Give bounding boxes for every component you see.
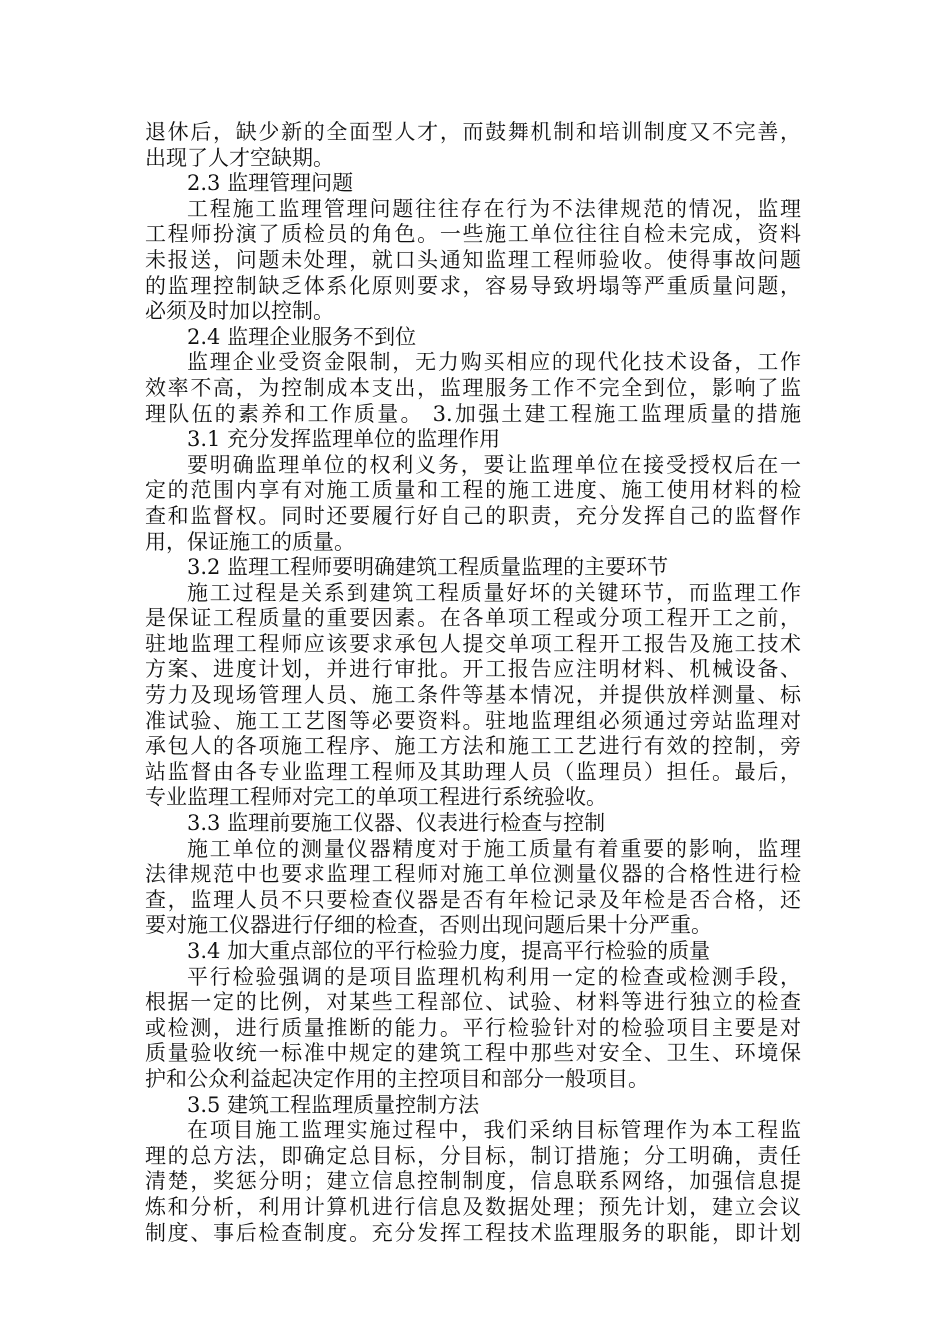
text-line: 承包人的各项施工程序、施工方法和施工工艺进行有效的控制，旁 — [145, 734, 801, 759]
text-line: 法律规范中也要求监理工程师对施工单位测量仪器的合格性进行检 — [145, 862, 801, 887]
text-line: 炼和分析，利用计算机进行信息及数据处理；预先计划，建立会议 — [145, 1194, 801, 1219]
text-line: 未报送，问题未处理，就口头通知监理工程师验收。使得事故问题 — [145, 247, 801, 272]
text-line: 施工过程是关系到建筑工程质量好坏的关键环节，而监理工作 — [187, 580, 801, 605]
text-line: 在项目施工监理实施过程中，我们采纳目标管理作为本工程监 — [187, 1118, 801, 1143]
text-line: 查和监督权。同时还要履行好自己的职责，充分发挥自己的监督作 — [145, 503, 801, 528]
section-heading: 3.2 监理工程师要明确建筑工程质量监理的主要环节 — [187, 555, 669, 580]
text-line: 必须及时加以控制。 — [145, 299, 334, 324]
text-line: 站监督由各专业监理工程师及其助理人员（监理员）担任。最后， — [145, 759, 801, 784]
text-line: 监理企业受资金限制，无力购买相应的现代化技术设备，工作 — [187, 350, 801, 375]
text-line: 理的总方法，即确定总目标，分目标，制订措施；分工明确，责任 — [145, 1143, 801, 1168]
text-line: 定的范围内享有对施工质量和工程的施工进度、施工使用材料的检 — [145, 478, 801, 503]
text-line: 工程施工监理管理问题往往存在行为不法律规范的情况，监理 — [187, 196, 801, 221]
text-line: 理队伍的素养和工作质量。 3.加强土建工程施工监理质量的措施 — [145, 401, 801, 426]
text-line: 退休后，缺少新的全面型人才，而鼓舞机制和培训制度又不完善， — [145, 120, 801, 144]
text-line: 质量验收统一标准中规定的建筑工程中那些对安全、卫生、环境保 — [145, 1041, 801, 1066]
section-heading: 3.1 充分发挥监理单位的监理作用 — [187, 427, 501, 452]
text-line: 驻地监理工程师应该要求承包人提交单项工程开工报告及施工技术 — [145, 631, 801, 656]
text-line: 方案、进度计划，并进行审批。开工报告应注明材料、机械设备、 — [145, 657, 801, 682]
text-line: 查，监理人员不只要检查仪器是否有年检记录及年检是否合格，还 — [145, 887, 801, 912]
text-line: 平行检验强调的是项目监理机构利用一定的检查或检测手段， — [187, 964, 801, 989]
text-line: 或检测，进行质量推断的能力。平行检验针对的检验项目主要是对 — [145, 1015, 801, 1040]
text-line: 制度、事后检查制度。充分发挥工程技术监理服务的职能，即计划 — [145, 1220, 801, 1245]
text-line: 效率不高，为控制成本支出，监理服务工作不完全到位，影响了监 — [145, 375, 801, 400]
text-line: 用，保证施工的质量。 — [145, 529, 355, 554]
text-line: 工程师扮演了质检员的角色。一些施工单位往往自检未完成，资料 — [145, 222, 801, 247]
text-line: 准试验、施工工艺图等必要资料。驻地监理组必须通过旁站监理对 — [145, 708, 801, 733]
section-heading: 2.3 监理管理问题 — [187, 171, 354, 196]
text-line: 是保证工程质量的重要因素。在各单项工程或分项工程开工之前， — [145, 606, 801, 631]
text-line: 护和公众利益起决定作用的主控项目和部分一般项目。 — [145, 1066, 649, 1091]
text-line: 劳力及现场管理人员、施工条件等基本情况，并提供放样测量、标 — [145, 683, 801, 708]
text-line: 施工单位的测量仪器精度对于施工质量有着重要的影响，监理 — [187, 836, 801, 861]
text-line: 出现了人才空缺期。 — [145, 145, 334, 170]
section-heading: 3.5 建筑工程监理质量控制方法 — [187, 1092, 480, 1117]
text-line: 清楚，奖惩分明；建立信息控制制度，信息联系网络，加强信息提 — [145, 1169, 801, 1194]
text-line: 要对施工仪器进行仔细的检查，否则出现问题后果十分严重。 — [145, 913, 712, 938]
section-heading: 2.4 监理企业服务不到位 — [187, 324, 417, 349]
text-line: 的监理控制缺乏体系化原则要求，容易导致坍塌等严重质量问题， — [145, 273, 801, 298]
text-line: 根据一定的比例，对某些工程部位、试验、材料等进行独立的检查 — [145, 990, 801, 1015]
text-line: 要明确监理单位的权利义务，要让监理单位在接受授权后在一 — [187, 452, 801, 477]
section-heading: 3.3 监理前要施工仪器、仪表进行检查与控制 — [187, 811, 606, 836]
section-heading: 3.4 加大重点部位的平行检验力度，提高平行检验的质量 — [187, 939, 711, 963]
document-page — [145, 120, 801, 1246]
text-line: 专业监理工程师对完工的单项工程进行系统验收。 — [145, 785, 607, 810]
